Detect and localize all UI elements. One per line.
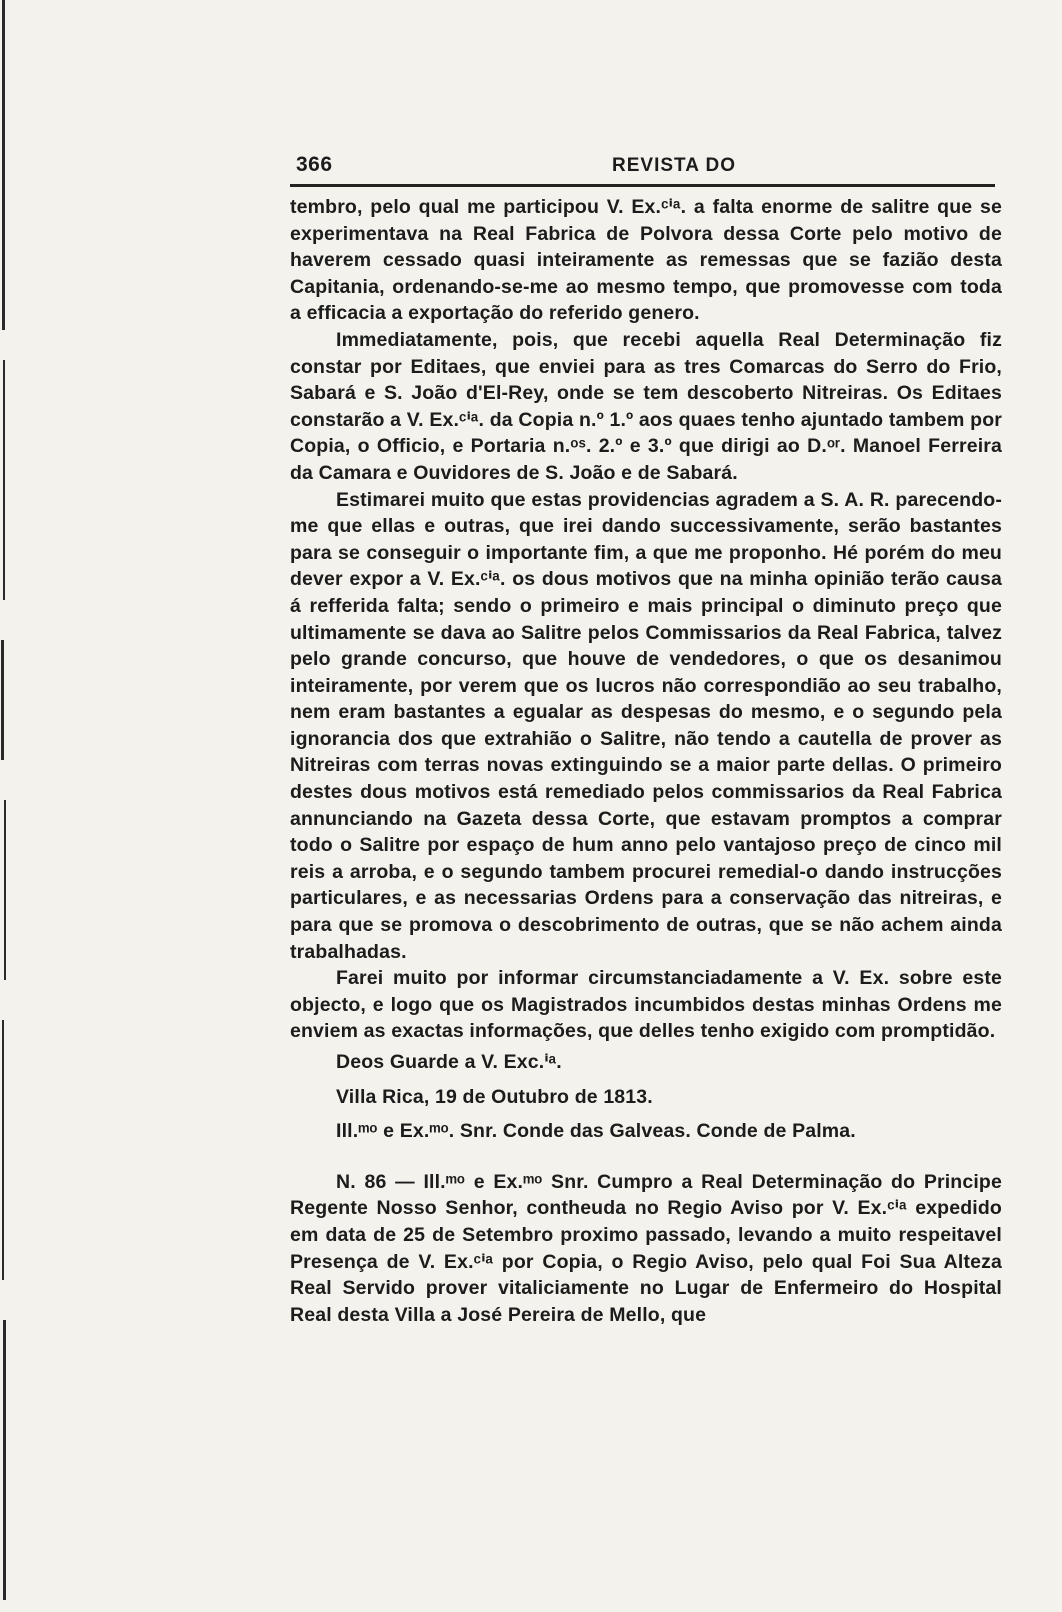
page-header bbox=[290, 147, 990, 187]
place-date: Villa Rica, 19 de Outubro de 1813. bbox=[336, 1085, 653, 1108]
scan-edge-mark bbox=[2, 1020, 4, 1280]
page-number: 366 bbox=[296, 153, 333, 176]
running-title: REVISTA DO bbox=[612, 155, 737, 176]
scan-edge-mark bbox=[2, 0, 5, 330]
scan-edge-mark bbox=[1, 640, 4, 760]
salutation: Deos Guarde a V. Exc.ⁱᵃ. bbox=[336, 1051, 562, 1073]
section-gap bbox=[290, 1145, 1002, 1169]
body-text bbox=[290, 194, 1002, 1328]
paragraph: Immediatamente, pois, que recebi aquella Real Determinação fiz constar por Editaes, que enviei para as tres Comarcas do Serro do Frio, Sabará e S. João d'El-Rey, onde se tem descoberto Nitreiras. Os Editaes constarão a V. Ex.ᶜⁱᵃ. da Copia n.º 1.º aos quaes tenho ajuntado tambem por Copia, o Officio, e Portaria n.ᵒˢ. 2.º e 3.º que dirigi ao D.ᵒʳ. Manoel Ferreira da Camara e Ouvidores de S. João e de Sabará. bbox=[290, 328, 1002, 484]
paragraph-continuation: tembro, pelo qual me participou V. Ex.ᶜⁱᵃ. a falta enorme de salitre que se experimentava na Real Fabrica de Polvora dessa Corte pelo motivo de haverem cessado quasi inteiramente as remessas que se fazião desta Capitania, ordenando-se-me ao mesmo tempo, que promovesse com toda a efficacia a exportação do referido genero. bbox=[290, 196, 1002, 325]
scan-edge-mark bbox=[3, 360, 5, 600]
signature-line: Ill.ᵐᵒ e Ex.ᵐᵒ. Snr. Conde das Galveas. Conde de Palma. bbox=[336, 1120, 856, 1143]
paragraph: Farei muito por informar circumstanciadamente a V. Ex. sobre este objecto, e logo que os Magistrados incumbidos destas minhas Ordens me enviem as exactas informações, que delles tenho exigido com promptidão. bbox=[290, 967, 1002, 1043]
paragraph: Estimarei muito que estas providencias agradem a S. A. R. parecendo-me que ellas e outras, que irei dando successivamente, serão bastantes para se conseguir o importante fim, a que me proponho. Hé porém do meu dever expor a V. Ex.ᶜⁱᵃ. os dous motivos que na minha opinião terão causa á refferida falta; sendo o primeiro e mais principal o diminuto preço que ultimamente se dava ao Salitre pelos Commissarios da Real Fabrica, talvez pelo grande concurso, que houve de vendedores, o que os desanimou inteiramente, por verem que os lucros não correspondião ao seu trabalho, nem eram bastantes a egualar as despesas do mesmo, e o segundo pela ignorancia dos que extrahião o Salitre, não tendo a cautella de prover as Nitreiras com terras novas extinguindo se a maior parte dellas. O primeiro destes dous motivos está remediado pelos commissarios da Real Fabrica annunciando na Gazeta dessa Corte, que estavam promptos a comprar todo o Salitre por espaço de hum anno pelo vantajoso preço de cinco mil reis a arroba, e o segundo tambem procurei remedial-o dando instrucções particulares, e as necessarias Ordens para a conservação das nitreiras, e para que se promova o descobrimento de outras, que se não achem ainda trabalhadas. bbox=[290, 488, 1002, 963]
scan-edge-mark bbox=[4, 800, 6, 980]
scan-edge-mark bbox=[3, 1320, 6, 1600]
header-rule bbox=[290, 184, 995, 187]
next-document-paragraph: N. 86 — Ill.ᵐᵒ e Ex.ᵐᵒ Snr. Cumpro a Real Determinação do Principe Regente Nosso Senhor, contheuda no Regio Aviso por V. Ex.ᶜⁱᵃ expedido em data de 25 de Setembro proximo passado, levando a muito respeitavel Presença de V. Ex.ᶜⁱᵃ por Copia, o Regio Aviso, pelo qual Foi Sua Alteza Real Servido prover vitaliciamente no Lugar de Enfermeiro do Hospital Real desta Villa a José Pereira de Mello, que bbox=[290, 1170, 1002, 1326]
